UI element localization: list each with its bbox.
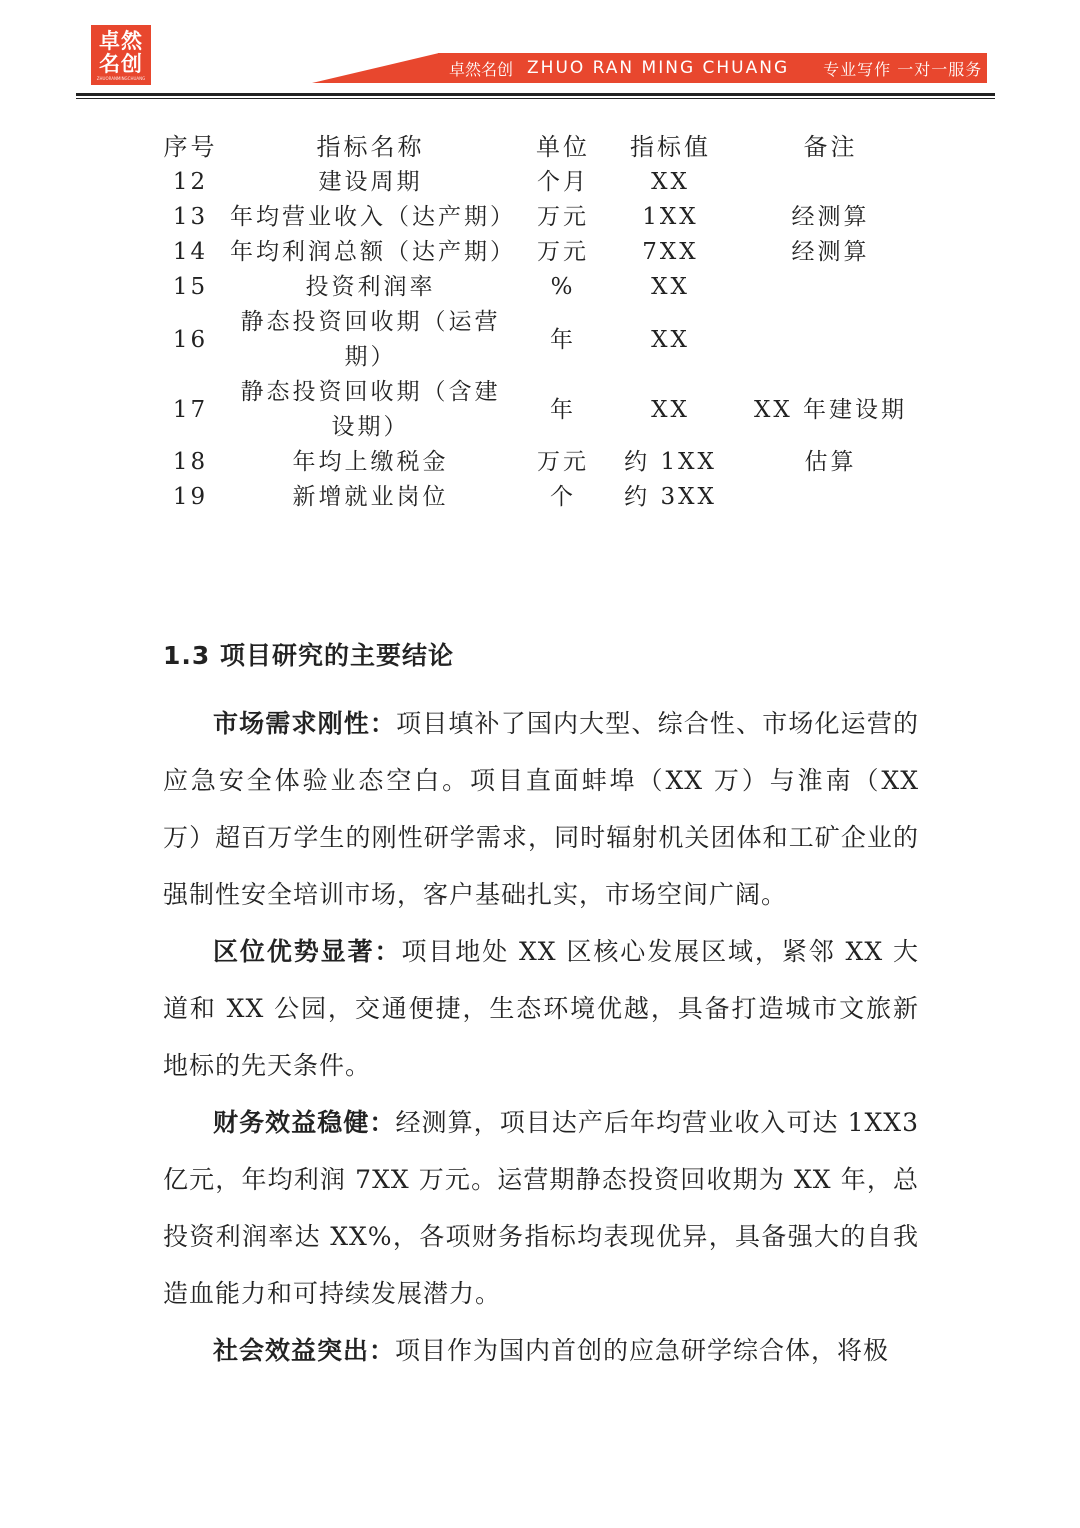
cell-name: 投资利润率 xyxy=(305,274,436,300)
paragraph-text: 项目作为国内首创的应急研学综合体，将极 xyxy=(395,1336,890,1365)
cell-note: 经测算 xyxy=(791,239,870,265)
table-row xyxy=(163,375,923,445)
cell-seq: 19 xyxy=(172,484,209,510)
table-header-row xyxy=(163,130,923,165)
cell-name: 年均营业收入（达产期） xyxy=(230,204,516,230)
brand-logo xyxy=(91,25,151,85)
paragraph-lead: 市场需求刚性： xyxy=(213,709,397,738)
header-rule-thick xyxy=(76,93,995,96)
cell-note: XX 年建设期 xyxy=(753,396,908,423)
cell-seq: 13 xyxy=(172,204,209,230)
cell-unit: 年 xyxy=(550,326,576,353)
cell-seq: 15 xyxy=(172,274,209,300)
paragraph xyxy=(163,1094,919,1322)
header-rule-thin xyxy=(76,98,995,99)
cell-name: 静态投资回收期（含建设期） xyxy=(240,379,501,440)
banner-brand-en: ZHUO RAN MING CHUANG xyxy=(527,58,790,78)
cell-seq: 18 xyxy=(172,449,209,475)
cell-name: 新增就业岗位 xyxy=(292,484,449,510)
cell-value: XX xyxy=(651,326,690,353)
paragraph-lead: 社会效益突出： xyxy=(213,1336,396,1365)
banner-wedge xyxy=(312,53,439,83)
paragraph-lead: 区位优势显著： xyxy=(213,937,402,966)
cell-unit: 万元 xyxy=(537,204,589,230)
cell-note xyxy=(738,270,923,305)
cell-seq: 12 xyxy=(172,169,209,195)
cell-note xyxy=(738,165,923,200)
paragraph xyxy=(163,1322,919,1379)
cell-unit: % xyxy=(550,274,576,300)
table-row xyxy=(163,445,923,480)
cell-value: XX xyxy=(651,396,690,423)
cell-seq: 17 xyxy=(172,396,209,423)
paragraph-text: 经测算，项目达产后年均营业收入可达 1XX3 亿元，年均利润 7XX 万元。运营期静态投资回收期为 XX 年，总投资利润率达 XX%，各项财务指标均表现优异，具备强大的自我造血能力和可持续发展潜力。 xyxy=(163,1108,919,1308)
paragraph-text: 项目地处 XX 区核心发展区域，紧邻 XX 大道和 XX 公园，交通便捷，生态环境优越，具备打造城市文旅新地标的先天条件。 xyxy=(163,937,919,1080)
header-value: 指标值 xyxy=(630,133,711,161)
logo-line-2: 名创 xyxy=(99,51,143,76)
paragraph-lead: 财务效益稳健： xyxy=(213,1108,396,1137)
cell-unit: 个 xyxy=(550,484,576,510)
banner-slogan: 专业写作 一对一服务 xyxy=(823,59,983,79)
table-row xyxy=(163,305,923,375)
cell-note: 经测算 xyxy=(791,204,870,230)
paragraph-text: 项目填补了国内大型、综合性、市场化运营的应急安全体验业态空白。项目直面蚌埠（XX 万）与淮南（XX 万）超百万学生的刚性研学需求，同时辐射机关团体和工矿企业的强制性安全培训市场，客户基础扎实，市场空间广阔。 xyxy=(163,709,919,909)
table-row xyxy=(163,480,923,515)
paragraph xyxy=(163,923,919,1094)
header-name: 指标名称 xyxy=(316,133,425,161)
section-title: 1.3 项目研究的主要结论 xyxy=(163,641,454,670)
paragraph xyxy=(163,695,919,923)
cell-note xyxy=(738,480,923,515)
cell-value: 约 3XX xyxy=(624,484,717,510)
cell-name: 年均上缴税金 xyxy=(292,449,449,475)
banner-brand-cn: 卓然名创 xyxy=(449,59,514,79)
logo-line-1: 卓然 xyxy=(99,28,143,53)
cell-note xyxy=(738,305,923,375)
cell-value: 7XX xyxy=(642,239,699,265)
indicator-table xyxy=(163,130,923,515)
cell-seq: 14 xyxy=(172,239,209,265)
header-unit: 单位 xyxy=(536,133,590,161)
header-note: 备注 xyxy=(803,133,858,161)
cell-name: 年均利润总额（达产期） xyxy=(230,239,516,265)
cell-unit: 万元 xyxy=(537,239,589,265)
section-body xyxy=(163,695,919,1379)
cell-seq: 16 xyxy=(172,326,209,353)
cell-value: 约 1XX xyxy=(624,449,717,475)
table-row xyxy=(163,165,923,200)
header-seq: 序号 xyxy=(163,133,218,161)
cell-value: XX xyxy=(651,169,690,195)
cell-note: 估算 xyxy=(804,449,857,475)
cell-unit: 个月 xyxy=(537,169,589,195)
logo-subtext: ZHUORANMINGCHUANG xyxy=(96,75,146,81)
cell-value: XX xyxy=(651,274,690,300)
header-banner xyxy=(438,53,987,83)
cell-name: 建设周期 xyxy=(318,169,423,195)
table-row xyxy=(163,270,923,305)
cell-unit: 万元 xyxy=(537,449,589,475)
table-row xyxy=(163,200,923,235)
cell-name: 静态投资回收期（运营期） xyxy=(240,309,501,370)
table-row xyxy=(163,235,923,270)
cell-value: 1XX xyxy=(642,204,699,230)
cell-unit: 年 xyxy=(550,396,576,423)
